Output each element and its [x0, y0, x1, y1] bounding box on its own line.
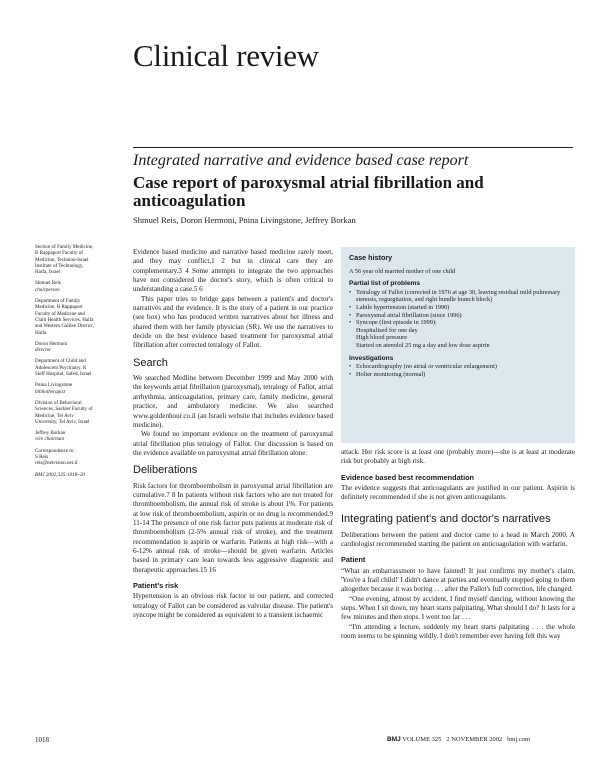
list-item: • Labile hypertension (started in 1990) [349, 304, 567, 312]
page-number: 1018 [35, 736, 49, 744]
search-paragraph: We searched Medline between December 1999 and May 2000 with the keywords atrial fibrillation (paroxysmal), tetralogy of Fallot, atrial arrhythmia, anticoagulation, primary care, family medicine, general practice, and ambulatory medicine. We also searched www.goldenhour.co.il (an Israeli website that includes evidence based medicine). [133, 374, 333, 429]
patients-risk-heading: Patient's risk [133, 581, 179, 590]
investigations-heading: Investigations [349, 354, 394, 362]
journal-volume: VOLUME 325 [402, 736, 442, 743]
syncope-detail: Started on atenolol 25 mg a day and low dose aspirin [356, 341, 490, 349]
case-history-title: Case history [349, 253, 393, 262]
problems-heading: Partial list of problems [349, 280, 421, 288]
problem-list [349, 289, 567, 327]
case-history-box [341, 247, 575, 443]
affiliation-text: Division of Behavioral Sciences, Sackler Faculty of Medicine, Tel Aviv University, Tel Aviv, Israel [35, 399, 93, 425]
search-heading: Search [133, 356, 168, 369]
best-recommendation-paragraph: The evidence suggests that anticoagulants are justified in our patient. Aspirin is definitely recommended if she is not given anticoagulants. [341, 484, 575, 502]
list-item: • Paroxysmal atrial fibrillation (since 1996) [349, 312, 567, 320]
affiliation-text: Section of Family Medicine, B Rappaport Faculty of Medicine, Technion-Israel Institute of Technology, Haifa, Israel [35, 244, 94, 276]
patients-risk-paragraph: Hypertension is an obvious risk factor in our patient, and corrected tetralogy of Fallot can be considered as valvular disease. The patient's syncope might be considered as equivalent to a transient ischaemic [133, 592, 333, 620]
intro-paragraph: This paper tries to bridge gaps between a patient's and doctor's narratives and the evidence. It is the story of a patient in our practice (see box) who has produced written narratives about her illness and shared them with her family physician (SR). We use the narratives to decide on the best evidence based treatment for paroxysmal atrial fibrillation after corrected tetralogy of Fallot. [133, 294, 333, 350]
list-item: • Echocardiography (no atrial or ventricular enlargement) [349, 363, 567, 371]
affiliation-role: bibliotherapist [35, 388, 65, 395]
journal-footer [387, 736, 530, 743]
affiliation-role: chairperson [35, 286, 60, 293]
deliberations-heading: Deliberations [133, 464, 198, 477]
affiliation-person: Doron Hermoni [35, 340, 68, 347]
journal-date: 2 NOVEMBER 2002 [446, 736, 503, 743]
patient-narrative: “One evening, almost by accident, I find myself dancing, without knowing the steps. When I sit down, my heart starts palpitating. What should I do? It lasts for a few minutes and then stops. I went too far . . . [341, 594, 575, 622]
correspondence-name: S Reis [35, 454, 49, 461]
affiliation-person: Shmuel Reis [35, 280, 61, 287]
affiliation-text: Department of Child and Adolescent Psychiatry, R Sieff Hospital, Safed, Israel [35, 358, 92, 378]
correspondence-email[interactable]: reis@netvision.net.il [35, 460, 78, 467]
title-divider [133, 147, 573, 148]
section-title: Clinical review [133, 38, 319, 73]
continuation-paragraph: attack. Her risk score is at least one (probably more)—she is at least at moderate risk but probably at high risk. [341, 448, 575, 466]
affiliations-sidebar [35, 244, 97, 483]
article-kicker: Integrated narrative and evidence based case report [133, 152, 469, 169]
search-paragraph: We found no important evidence on the treatment of paroxysmal atrial fibrillation plus tetralogy of Fallot. Our discussion is based on the evidence available on paroxysmal atrial fibrillation alone. [133, 430, 333, 457]
journal-site[interactable]: bmj.com [507, 736, 531, 743]
journal-name: BMJ [387, 736, 401, 743]
patient-narrative: “I'm attending a lecture, suddenly my heart starts palpitating . . . the whole room seems to be spinning wildly. I don't remember ever having felt this way [341, 622, 575, 641]
investigation-list [349, 363, 567, 378]
affiliation-person: Jeffrey Borkan [35, 430, 66, 437]
patient-heading: Patient [341, 555, 366, 565]
correspondence-label: Correspondence to: [35, 447, 75, 454]
author-list: Shmuel Reis, Doron Hermoni, Pnina Livingstone, Jeffrey Borkan [133, 215, 356, 225]
main-column-right [341, 448, 575, 642]
narratives-paragraph: Deliberations between the patient and doctor came to a head in March 2000. A cardiologist recommended starting the patient on anticoagulation with warfarin. [341, 530, 575, 549]
deliberations-paragraph: Risk factors for thromboembolism in paroxysmal atrial fibrillation are cumulative.7 8 In patients without risk factors who are not treated for thromboembolism, the annual risk of stroke is about 1%. For patients at low risk of thromboembolism, aspirin or no drug is recommended.9 11-14 The presence of one risk factor puts patients at moderate risk of thromboembolism (2-5% annual risk of stroke), and the treatment recommendation is aspirin or warfarin. Patients at high risk—with a 6-12% annual risk of stroke—should be given warfarin. Articles based in primary care lean towards less aggressive diagnostic and therapeutic approaches.15 16 [133, 481, 333, 574]
article-title: Case report of paroxysmal atrial fibrillation and anticoagulation [133, 173, 484, 210]
affiliation-role: vice chairman [35, 436, 64, 443]
main-column-left [133, 248, 333, 620]
list-item: • Holter monitoring (normal) [349, 371, 567, 379]
best-recommendation-heading: Evidence based best recommendation [341, 472, 475, 482]
list-item: • Syncope (first episode in 1999): [349, 319, 567, 327]
case-summary: A 56 year old married mother of one child [349, 267, 456, 275]
syncope-detail: Hospitalised for one day [356, 326, 418, 334]
list-item: • Tetralogy of Fallot (corrected in 1976 at age 30, leaving residual mild pulmonary stenosis, regurgitation, and right bundle branch block) [349, 289, 567, 304]
citation: BMJ 2002;325:1018–20 [35, 471, 85, 478]
narratives-heading: Integrating patient's and doctor's narratives [341, 512, 551, 525]
affiliation-text: Department of Family Medicine, B Rappaport Faculty of Medicine and Clalit Health Services, Haifa and Western Galilee District, Haifa [35, 298, 94, 336]
patient-narrative: “What an embarrassment to have fainted! It just confirms my mother's claim, 'You're a frail child!' I didn't dance at parties and eventually stopped going to them altogether because it was boring . . . after the Fallot's full correction, life changed. [341, 566, 575, 594]
intro-paragraph: Evidence based medicine and narrative based medicine rarely meet, and they may conflict,1 2 but in clinical care they are complementary.3 4 Some attempts to integrate the two approaches have not considered the doctor's story, which is often critical to understanding a case.5 6 [133, 248, 333, 294]
affiliation-role: director [35, 347, 52, 354]
syncope-detail: High blood pressure [356, 334, 408, 342]
affiliation-person: Pnina Livingstone [35, 382, 73, 389]
